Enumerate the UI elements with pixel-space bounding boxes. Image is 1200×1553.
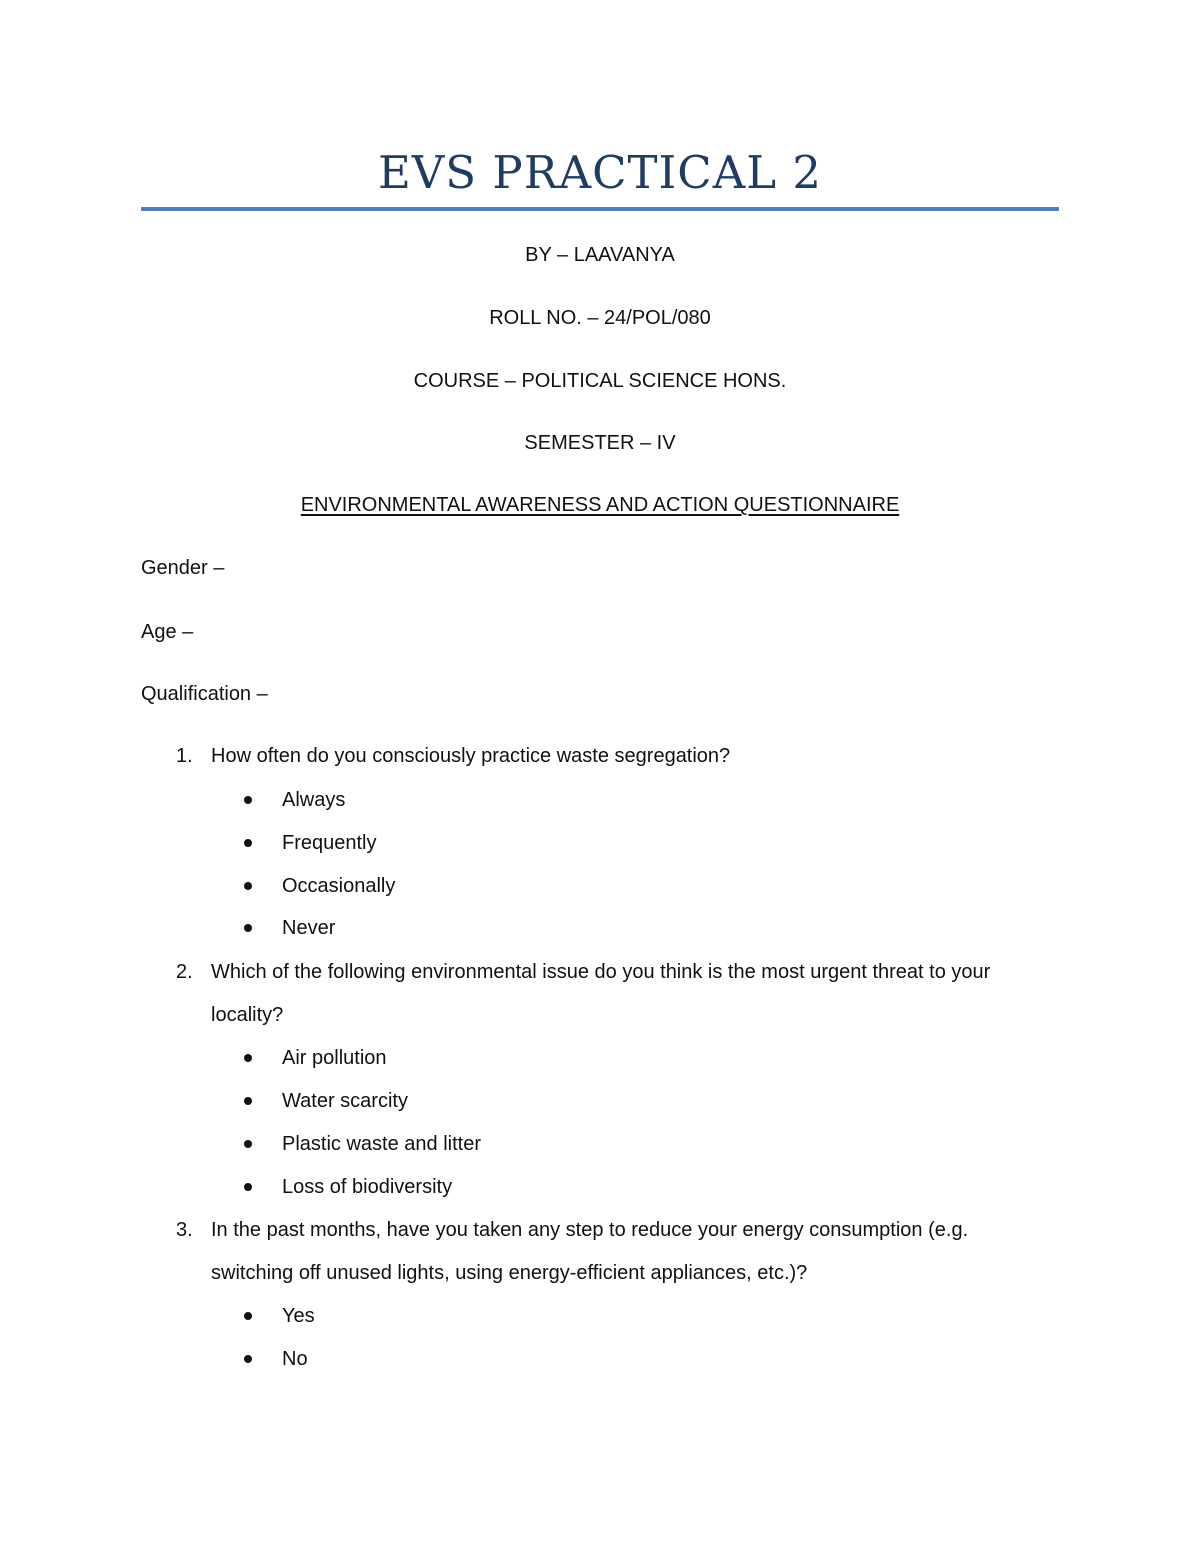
age-field: Age – [141,621,194,643]
title-divider [141,207,1059,211]
bullet-icon [244,1054,252,1062]
option-label: Always [282,789,346,811]
page-title: EVS PRACTICAL 2 [377,146,823,199]
course-line: COURSE – POLITICAL SCIENCE HONS. [413,370,787,392]
bullet-icon [244,1183,252,1191]
questionnaire-heading-text: ENVIRONMENTAL AWARENESS AND ACTION QUESTIONNAIRE [300,494,900,516]
option-label: Frequently [282,832,377,854]
option-label: Occasionally [282,875,396,897]
semester-line: SEMESTER – IV [524,432,676,454]
option-label: Never [282,917,336,939]
bullet-icon [244,924,252,932]
option-label: Loss of biodiversity [282,1176,453,1198]
bullet-icon [244,1355,252,1363]
question-number: 2. [176,961,193,983]
option-label: No [282,1348,308,1370]
option-label: Plastic waste and litter [282,1133,481,1155]
question-number: 1. [176,745,193,767]
question-text: In the past months, have you taken any step to reduce your energy consumption (e.g. switching off unused lights, using energy-efficient appliances, etc.)? [211,1219,969,1284]
option-label: Yes [282,1305,315,1327]
bullet-icon [244,1097,252,1105]
questionnaire-heading [0,490,1200,520]
option-label: Water scarcity [282,1090,408,1112]
bullet-icon [244,796,252,804]
question-text: How often do you consciously practice waste segregation? [211,745,731,767]
roll-number-line: ROLL NO. – 24/POL/080 [489,307,711,329]
bullet-icon [244,1312,252,1320]
author-line: BY – LAAVANYA [525,244,675,266]
bullet-icon [244,839,252,847]
question-text: Which of the following environmental issue do you think is the most urgent threat to your locality? [211,961,991,1026]
qualification-field: Qualification – [141,683,268,705]
bullet-icon [244,882,252,890]
option-label: Air pollution [282,1047,387,1069]
gender-field: Gender – [141,557,225,579]
bullet-icon [244,1140,252,1148]
question-number: 3. [176,1219,193,1241]
